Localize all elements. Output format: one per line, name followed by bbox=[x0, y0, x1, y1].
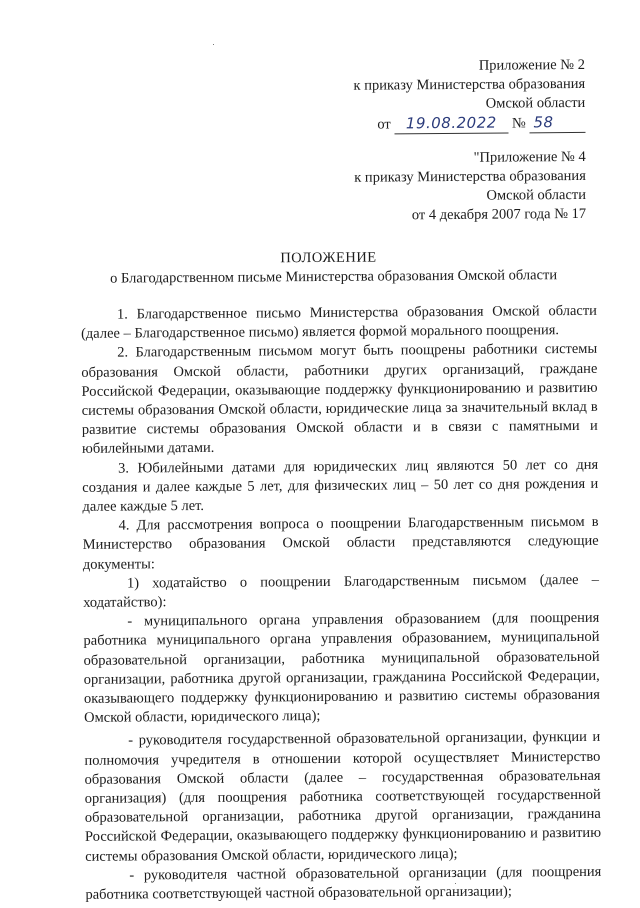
date-prefix: от bbox=[377, 116, 391, 133]
paragraph-1: 1. Благодарственное письмо Министерства образования Омской области (далее – Благодарственное письмо) является формой морального поощрения. bbox=[80, 302, 597, 343]
paragraph-3: 3. Юбилейными датами для юридических лиц являются 50 лет со дня создания и далее каждые 5 лет, для физических лиц – 50 лет со дня рождения и далее каждые 5 лет. bbox=[82, 456, 599, 515]
paragraph-2: 2. Благодарственным письмом могут быть поощрены работники системы образования Омской области, работники других организаций, граждане Российской Федерации, оказывающие поддержку функционированию и развитию системы образования Омской области, юридические лица за значительный вклад в развитие системы образования Омской области и в связи с памятными и юбилейными датами. bbox=[81, 341, 598, 458]
appendix-header-original bbox=[354, 148, 586, 226]
scan-speck bbox=[455, 883, 456, 884]
region-name: Омской области bbox=[485, 94, 586, 112]
paragraph-item-1: 1) ходатайство о поощрении Благодарственным письмом (далее – ходатайство): bbox=[83, 571, 600, 611]
number-label: № bbox=[511, 115, 526, 132]
scan-speck bbox=[213, 44, 214, 45]
order-reference: к приказу Министерства образования bbox=[353, 75, 586, 94]
original-region-name: Омской области bbox=[486, 186, 587, 204]
appendix-number: Приложение № 2 bbox=[478, 56, 586, 74]
paragraph-4: 4. Для рассмотрения вопроса о поощрении Благодарственным письмом в Министерство образования Омской области представляются следующие документы: bbox=[82, 514, 599, 573]
document-title bbox=[0, 246, 639, 289]
handwritten-number: 58 bbox=[529, 113, 585, 133]
original-order-date: от 4 декабря 2007 года № 17 bbox=[411, 205, 587, 224]
paragraph-dash-state: - руководителя государственной образовательной организации, функции и полномочия учредителя в отношении которой осуществляет Министерство образования Омской области (далее – государственная образовательная организация) (для поощрения работника соответствующей государственной образовательной организации, работника другой организации, гражданина Российской Федерации, оказывающего поддержку функционированию и развитию системы образования Омской области, юридического лица); bbox=[84, 729, 602, 865]
paragraph-dash-municipal: - муниципального органа управления образованием (для поощрения работника муниципального органа управления образованием, муниципальной образовательной организации, работника муниципальной образовательной организации, работника другой организации, гражданина Российской Федерации, оказывающего поддержку функционированию и развитию системы образования Омской области, юридического лица); bbox=[83, 610, 600, 727]
document-body bbox=[81, 298, 602, 905]
paragraph-dash-private: - руководителя частной образовательной организации (для поощрения работника соответствующей частной образовательной организации); bbox=[85, 863, 602, 903]
handwritten-date: 19.08.2022 bbox=[394, 114, 508, 135]
title-subtitle: о Благодарственном письме Министерства образования Омской области bbox=[110, 267, 558, 287]
appendix-header-current bbox=[353, 56, 585, 135]
order-date-line bbox=[354, 113, 586, 135]
original-order-reference: к приказу Министерства образования bbox=[354, 167, 586, 186]
original-appendix-number: "Приложение № 4 bbox=[473, 148, 586, 166]
title-main: ПОЛОЖЕНИЕ bbox=[280, 249, 377, 267]
